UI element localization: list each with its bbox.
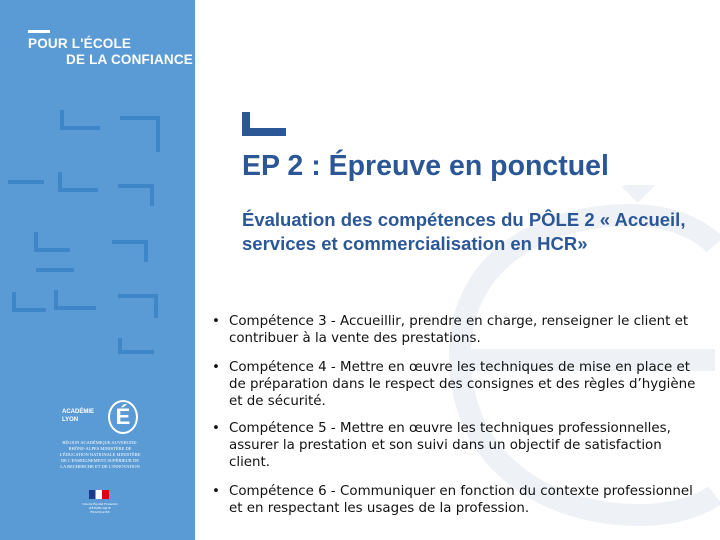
list-item [212,420,702,471]
list-item [212,483,702,517]
list-item-text: Compétence 5 - Mettre en œuvre les techniques professionnelles, assurer la prestation et son suivi dans un objectif de satisfaction client. [229,421,671,470]
slide-subtitle: Évaluation des compétences du PÔLE 2 « Accueil, services et commercialisation en HCR» [242,209,686,254]
bullet-icon: • [212,360,220,375]
academy-e-icon: É [108,400,138,434]
bullet-icon: • [212,421,220,436]
republic-flag-icon [89,490,109,499]
slide-title: EP 2 : Épreuve en ponctuel [242,150,609,182]
academy-mark: ACADÉMIE LYON [62,409,95,423]
brand-line-2: DE LA CONFIANCE [66,52,193,67]
brand-line-1: POUR L'ÉCOLE [28,36,132,51]
republic-text: Liberté Égalité Fraternité RÉPUBLIQUE FRANÇAISE [82,502,118,514]
list-item-text: Compétence 3 - Accueillir, prendre en charge, renseigner le client et contribuer à la vente des prestations. [229,314,689,346]
list-item-text: Compétence 4 - Mettre en œuvre les techniques de mise en place et de préparation dans le respect des consignes et des règles d’hygiène et de sécurité. [229,360,696,409]
competence-list [212,313,702,529]
sidebar-panel [0,0,195,540]
title-accent-horizontal [242,128,286,136]
list-item-text: Compétence 6 - Communiquer en fonction du contexte professionnel et en respectant les usages de la profession. [229,484,693,516]
bullet-icon: • [212,314,220,329]
academy-logo [56,400,146,515]
list-item [212,359,702,410]
academy-text: RÉGION ACADÉMIQUE AUVERGNE-RHÔNE-ALPES MINISTÈRE DE L'ÉDUCATION NATIONALE MINISTÈRE DE L'ENSEIGNEMENT SUPÉRIEUR DE LA RECHERCHE ET DE L'INNOVATION [59,440,141,469]
bullet-icon: • [212,484,220,499]
list-item [212,313,702,347]
